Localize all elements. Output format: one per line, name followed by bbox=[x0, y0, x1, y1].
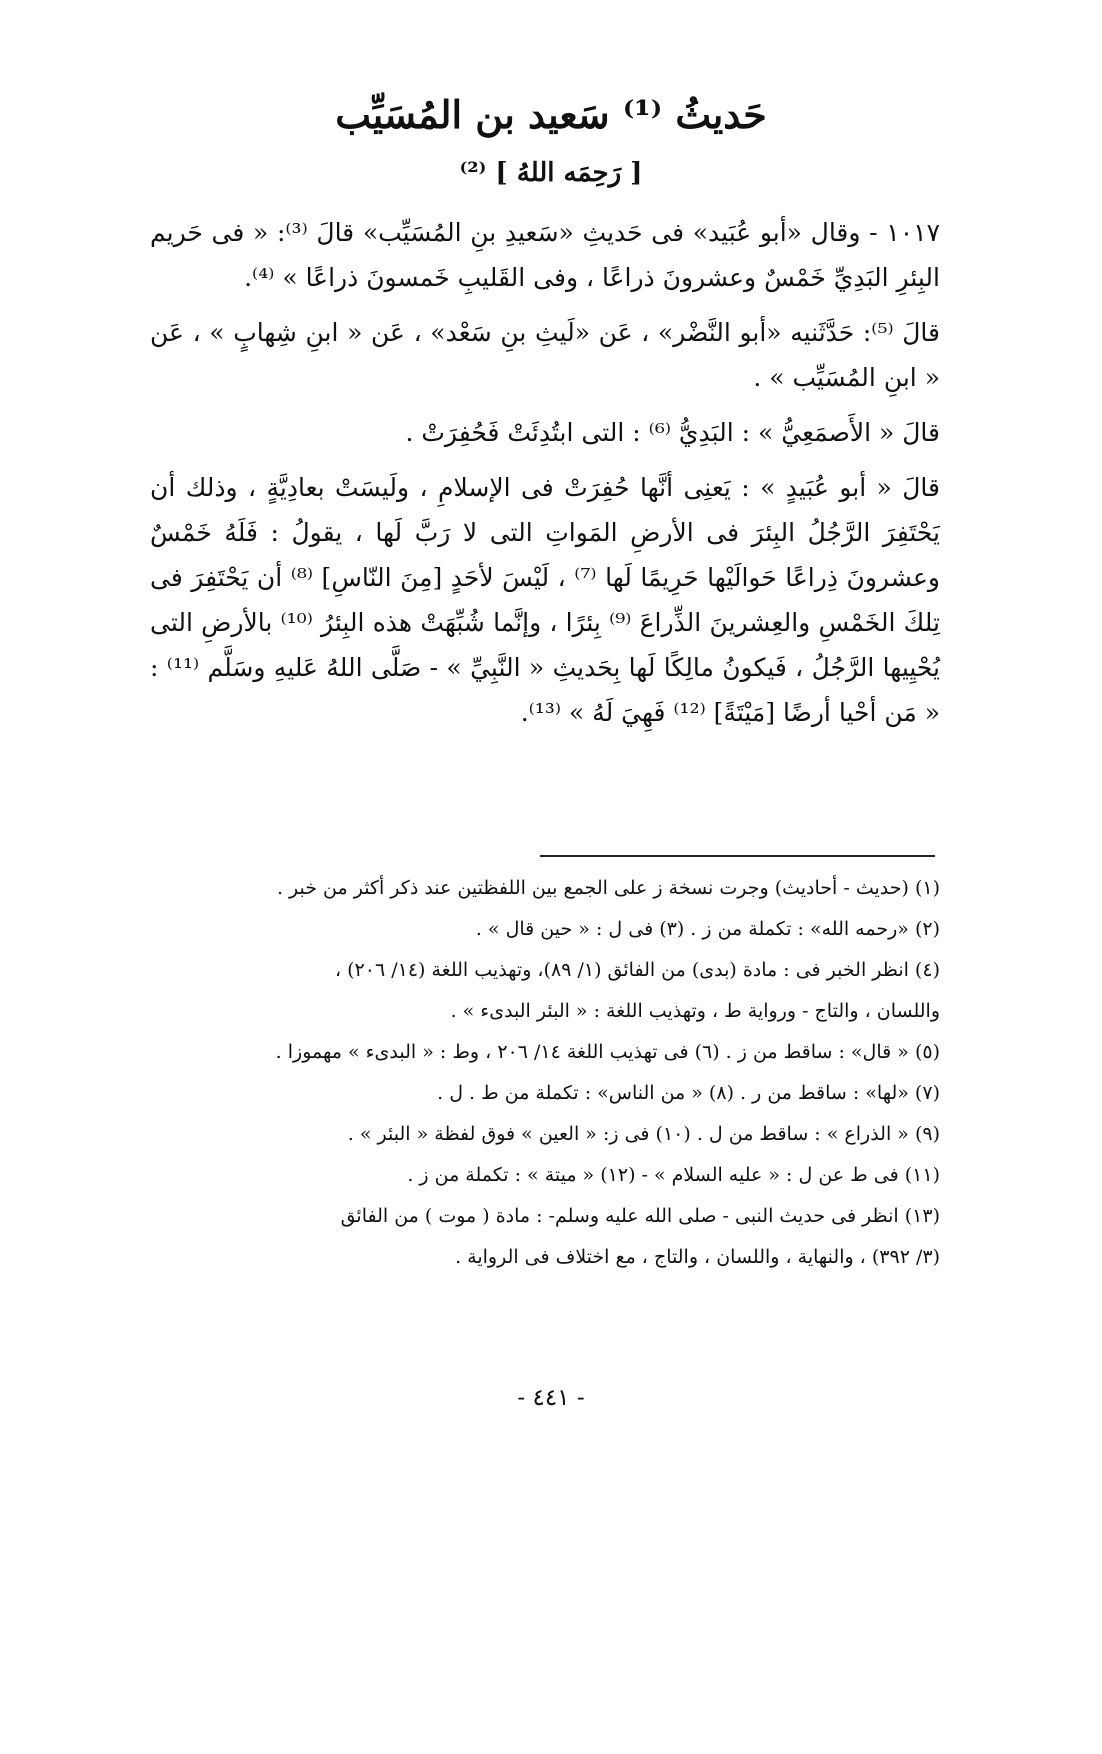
page-number: - ٤٤١ - bbox=[517, 1385, 585, 1411]
chapter-title: حَديثُ ⁽¹⁾ سَعيد بن المُسَيِّب bbox=[335, 92, 767, 137]
paragraph-abu-ubayd: قالَ « أبو عُبَيدٍ » : يَعنِى أنَّها حُفِرَتْ فى الإسلامِ ، ولَيسَتْ بعادِيَّةٍ ، وذلك أن يَحْتَفِرَ الرَّجُلُ البِئرَ فى الأرضِ المَواتِ التى لا رَبَّ لَها ، يقولُ : فَلَهُ خَمْسٌ وعشرونَ ذِراعًا حَوالَيْها حَرِيمًا لَها ⁽⁷⁾ ، لَيْسَ لأحَدٍ [مِنَ النّاسِ] ⁽⁸⁾ أن يَحْتَفِرَ فى تِلكَ الخَمْسِ والعِشرينَ الذِّراعَ ⁽⁹⁾ بِئرًا ، وإنَّما شُبِّهَتْ هذه البِئرُ ⁽¹⁰⁾ بالأرضِ التى يُحْيِيها الرَّجُلُ ، فَيكونُ مالِكًا لَها بِحَديثِ « النَّبِيِّ » - صَلَّى اللهُ عَليهِ وسَلَّم ⁽¹¹⁾ : « مَن أحْيا أرضًا [مَيْتَةً] ⁽¹²⁾ فَهِيَ لَهُ » ⁽¹³⁾. bbox=[150, 473, 940, 727]
chapter-subtitle: [ رَحِمَه اللهُ ] ⁽²⁾ bbox=[459, 158, 643, 188]
footnote-line: (١٣) انظر فى حديث النبى - صلى الله عليه وسلم- : مادة ( موت ) من الفائق bbox=[340, 1205, 940, 1227]
footnote-line: (٤) انظر الخبر فى : مادة (بدى) من الفائق (١/ ٨٩)، وتهذيب اللغة (١٤/ ٢٠٦) ، bbox=[334, 959, 940, 981]
footnotes bbox=[170, 868, 940, 1278]
footnote-line: (١١) فى ط عن ل : « عليه السلام » - (١٢) « ميتة » : تكملة من ز . bbox=[407, 1164, 940, 1186]
footnote-line: واللسان ، والتاج - ورواية ط ، وتهذيب اللغة : « البئر البدىء » . bbox=[450, 1000, 940, 1022]
paragraph-asmai: قالَ « الأَصمَعِيُّ » : البَدِيُّ ⁽⁶⁾ : التى ابتُدِئَتْ فَحُفِرَتْ . bbox=[405, 418, 940, 447]
footnote-line: (١) (حديث - أحاديث) وجرت نسخة ز على الجمع بين اللفظتين عند ذكر أكثر من خبر . bbox=[276, 877, 940, 899]
footnote-line: (٣/ ٣٩٢) ، والنهاية ، واللسان ، والتاج ، مع اختلاف فى الرواية . bbox=[455, 1246, 940, 1268]
main-text bbox=[150, 210, 940, 745]
footnote-line: (٢) «رحمه الله» : تكملة من ز . (٣) فى ل : « حين قال » . bbox=[475, 918, 940, 940]
footnote-line: (٩) « الذراع » : ساقط من ل . (١٠) فى ز: « العين » فوق لفظة « البئر » . bbox=[347, 1123, 940, 1145]
footnote-line: (٥) « قال» : ساقط من ز . (٦) فى تهذيب اللغة ١٤/ ٢٠٦ ، وط : « البدىء » مهموزا . bbox=[275, 1041, 940, 1063]
paragraph-isnad: قالَ ⁽⁵⁾: حَدَّثَنيه «أبو النَّضْر» ، عَن «لَيثِ بنِ سَعْد» ، عَن « ابنِ شِهابٍ » ، عَن « ابنِ المُسَيِّب » . bbox=[150, 318, 940, 392]
footnote-divider bbox=[540, 855, 935, 857]
footnote-line: (٧) «لها» : ساقط من ر . (٨) « من الناس» : تكملة من ط . ل . bbox=[437, 1082, 940, 1104]
paragraph-hadith: ١٠١٧ - وقال «أبو عُبَيد» فى حَديثِ «سَعيدِ بنِ المُسَيِّب» قالَ ⁽³⁾: « فى حَريم البِئرِ البَدِيِّ خَمْسٌ وعشرونَ ذراعًا ، وفى القَليبِ خَمسونَ ذراعًا » ⁽⁴⁾. bbox=[150, 218, 940, 292]
